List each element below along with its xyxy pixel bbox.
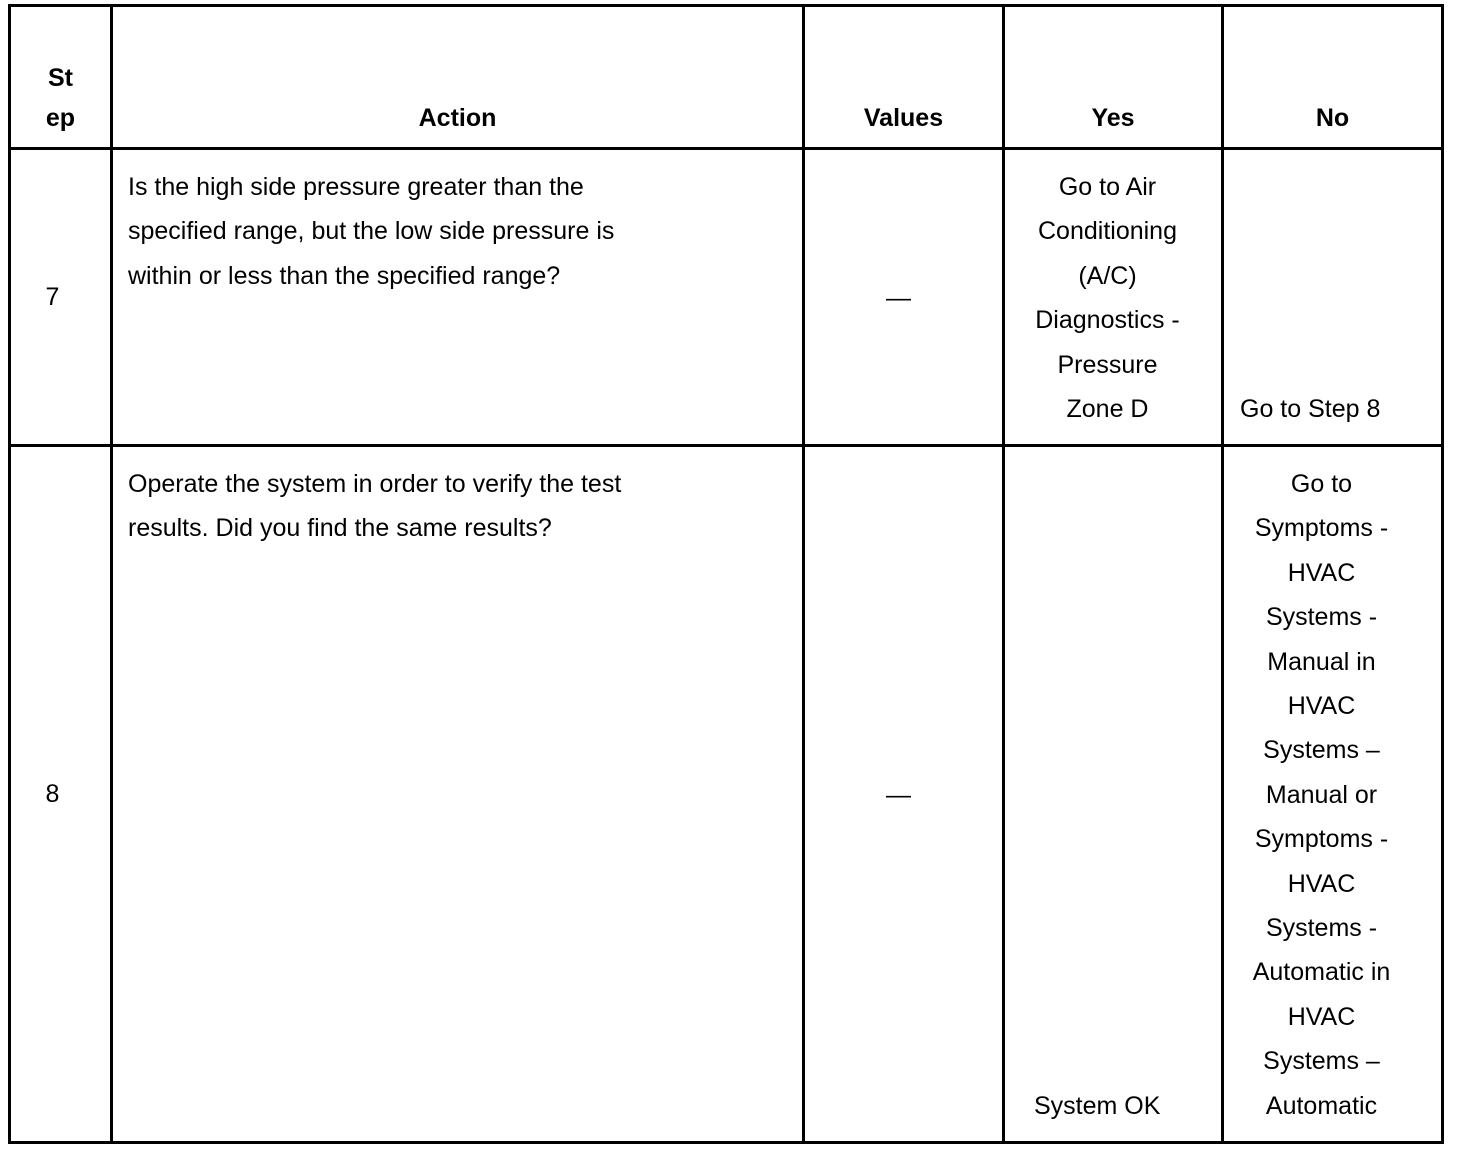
values-text: —	[886, 781, 911, 809]
yes-result: System OK	[1034, 1092, 1161, 1120]
action-text: Operate the system in order to verify the test results. Did you find the same results?	[128, 470, 622, 543]
header-action: Action	[418, 104, 497, 132]
yes-result: Go to Air Conditioning (A/C) Diagnostics - Pressure Zone D	[1035, 173, 1180, 424]
table-border-right	[1441, 4, 1444, 1144]
column-divider	[802, 4, 805, 1144]
step-number: 7	[45, 283, 60, 311]
no-result: Go to Step 8	[1240, 395, 1381, 423]
table-border-left	[8, 4, 11, 1144]
header-values: Values	[863, 104, 944, 132]
values-text: —	[886, 284, 911, 312]
action-text: Is the high side pressure greater than the specified range, but the low side pressure is within or less than the specified range?	[128, 173, 615, 290]
column-divider	[110, 4, 113, 1144]
step-number: 8	[45, 780, 60, 808]
header-no: No	[1315, 104, 1350, 132]
table-border-top	[8, 4, 1444, 7]
no-result: Go to Symptoms - HVAC Systems - Manual in HVAC Systems – Manual or Symptoms - HVAC Systems - Automatic in HVAC Systems – Automatic	[1252, 470, 1391, 1120]
table-border-bottom	[8, 1141, 1444, 1144]
header-divider	[8, 147, 1444, 150]
header-step: St ep	[45, 64, 76, 132]
header-yes: Yes	[1091, 104, 1135, 132]
row-divider	[8, 444, 1444, 447]
